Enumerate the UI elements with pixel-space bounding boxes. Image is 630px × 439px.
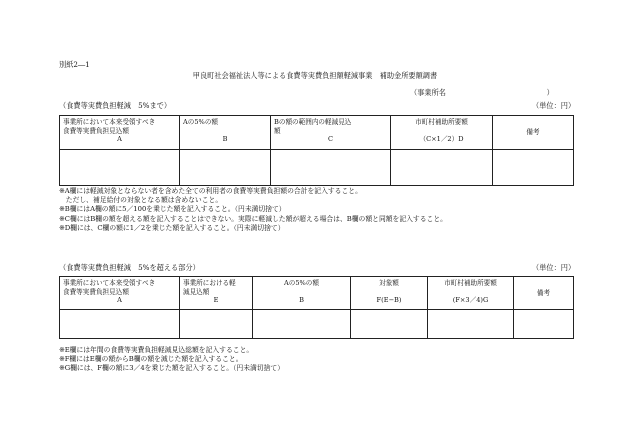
section2-unit: （単位：円） — [532, 263, 576, 272]
table-row — [60, 310, 574, 339]
note-line: ※E欄には年間の食費等実費負担軽減見込総額を記入すること。 — [59, 346, 254, 354]
section1-unit: （単位：円） — [532, 101, 576, 110]
header-cell-b: Aの5%の額 B — [253, 277, 351, 310]
section2-table — [59, 276, 574, 339]
note-line: ※A欄には軽減対象とならない者を含めた全ての利用者の食費等実費負担額の合計を記入すること。 — [59, 187, 362, 195]
header-cell-d: 市町村補助所要額 （C×1／2）D — [391, 116, 493, 150]
input-cell-remarks[interactable] — [514, 310, 574, 339]
table-header-row — [60, 116, 574, 150]
section1-notes — [59, 187, 447, 233]
document-title: 甲良町社会福祉法人等による食費等実費負担額軽減事業 補助金所要額調書 — [192, 71, 438, 80]
header-cell-b: Aの5%の額 B — [180, 116, 271, 150]
header-cell-g: 市町村補助所要額 (F×3／4)G — [428, 277, 514, 310]
section2-notes — [59, 346, 284, 374]
input-cell-e[interactable] — [180, 310, 253, 339]
header-cell-a: 事業所において本来受領すべき 食費等実費負担見込額 A — [60, 116, 180, 150]
note-line: ただし、補足給付の対象となる額は含めないこと。 — [59, 196, 223, 205]
section1-heading: （食費等実費負担軽減 5%まで） — [59, 101, 172, 110]
input-cell-a[interactable] — [60, 310, 180, 339]
note-line: ※D欄には、C欄の額に1／2を乗じた額を記入すること。（円未満切捨て） — [59, 223, 285, 232]
header-cell-c: Bの額の範囲内の軽減見込 額 C — [271, 116, 391, 150]
input-cell-c[interactable] — [271, 150, 391, 186]
input-cell-b[interactable] — [253, 310, 351, 339]
section1-table — [59, 115, 574, 186]
input-cell-f[interactable] — [351, 310, 428, 339]
note-line: ※C欄にはB欄の額を超える額を記入することはできない。実際に軽減した額が超える場合は、B欄の額と同額を記入すること。 — [59, 214, 447, 223]
note-line: ※G欄には、F欄の額に3／4を乗じた額を記入すること。（円未満切捨て） — [59, 364, 284, 373]
header-cell-a: 事業所において本来受領すべき 食費等実費負担見込額 A — [60, 277, 180, 310]
office-name-field[interactable]: （事業所名 ） — [410, 88, 554, 97]
header-cell-remarks: 備考 — [493, 116, 574, 150]
input-cell-a[interactable] — [60, 150, 180, 186]
header-cell-e: 事業所における軽 減見込額 E — [180, 277, 253, 310]
header-cell-f: 対象額 F(E−B) — [351, 277, 428, 310]
input-cell-b[interactable] — [180, 150, 271, 186]
table-row — [60, 150, 574, 186]
input-cell-remarks[interactable] — [493, 150, 574, 186]
note-line: ※F欄にはE欄の額からB欄の額を減じた額を記入すること。 — [59, 355, 243, 364]
document-ref: 別紙2―1 — [59, 60, 90, 69]
section2-heading: （食費等実費負担軽減 5%を超える部分） — [59, 263, 200, 272]
input-cell-d[interactable] — [391, 150, 493, 186]
note-line: ※B欄にはA欄の額に5／100を乗じた額を記入すること。（円未満切捨て） — [59, 205, 286, 214]
header-cell-remarks: 備考 — [514, 277, 574, 310]
table-header-row — [60, 277, 574, 310]
input-cell-g[interactable] — [428, 310, 514, 339]
